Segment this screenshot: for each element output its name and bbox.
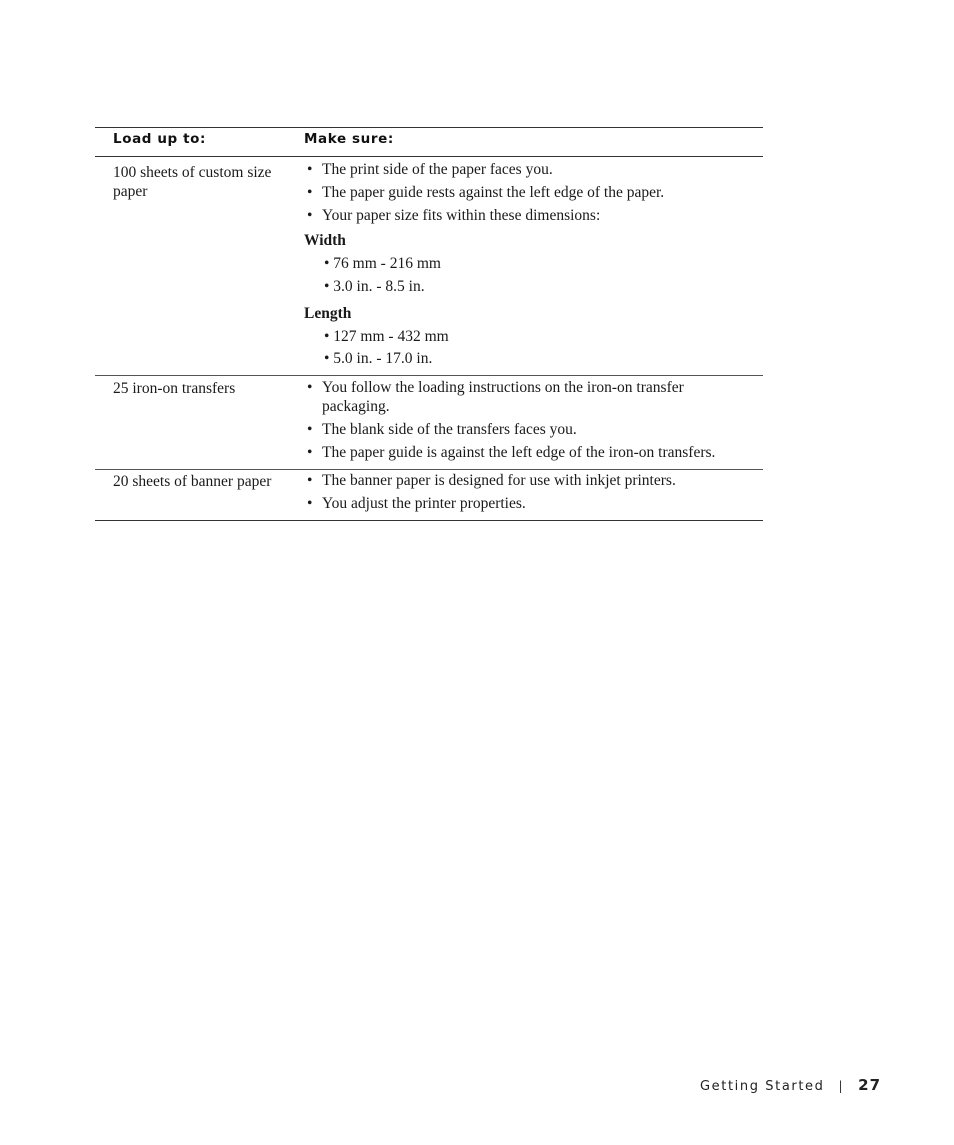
row-load-amount: 100 sheets of custom size paper bbox=[113, 164, 272, 200]
list-item: • The paper guide is against the left edge of the iron-on transfers. bbox=[307, 444, 716, 461]
length-label: Length bbox=[304, 305, 352, 322]
table-row bbox=[95, 157, 763, 376]
length-value: • 127 mm - 432 mm bbox=[324, 328, 449, 345]
list-item: • The print side of the paper faces you. bbox=[307, 161, 553, 178]
row-load-amount: 20 sheets of banner paper bbox=[113, 473, 272, 490]
width-value: • 3.0 in. - 8.5 in. bbox=[324, 278, 425, 295]
row-requirements bbox=[304, 378, 724, 466]
table-header bbox=[95, 127, 763, 157]
width-label: Width bbox=[304, 232, 346, 249]
list-item: • You adjust the printer properties. bbox=[307, 495, 526, 512]
list-item: • The banner paper is designed for use with inkjet printers. bbox=[307, 472, 676, 489]
list-item: • Your paper size fits within these dimensions: bbox=[307, 207, 601, 224]
row-requirements bbox=[304, 160, 754, 368]
header-make-sure: Make sure: bbox=[304, 131, 394, 147]
length-value: • 5.0 in. - 17.0 in. bbox=[324, 350, 433, 367]
width-value: • 76 mm - 216 mm bbox=[324, 255, 441, 272]
loading-table bbox=[95, 127, 763, 521]
row-requirements bbox=[304, 471, 754, 517]
list-item: • The paper guide rests against the left edge of the paper. bbox=[307, 184, 665, 201]
header-load: Load up to: bbox=[113, 131, 207, 147]
list-item: • You follow the loading instructions on the iron-on transfer packaging. bbox=[307, 379, 684, 415]
footer-section-title: Getting Started bbox=[700, 1079, 825, 1094]
footer-separator: | bbox=[838, 1079, 845, 1093]
row-load-amount: 25 iron-on transfers bbox=[113, 380, 236, 397]
list-item: • The blank side of the transfers faces you. bbox=[307, 421, 577, 438]
page-footer bbox=[700, 1076, 881, 1094]
table-row bbox=[95, 376, 763, 470]
table-row bbox=[95, 470, 763, 521]
page-number: 27 bbox=[858, 1076, 882, 1094]
